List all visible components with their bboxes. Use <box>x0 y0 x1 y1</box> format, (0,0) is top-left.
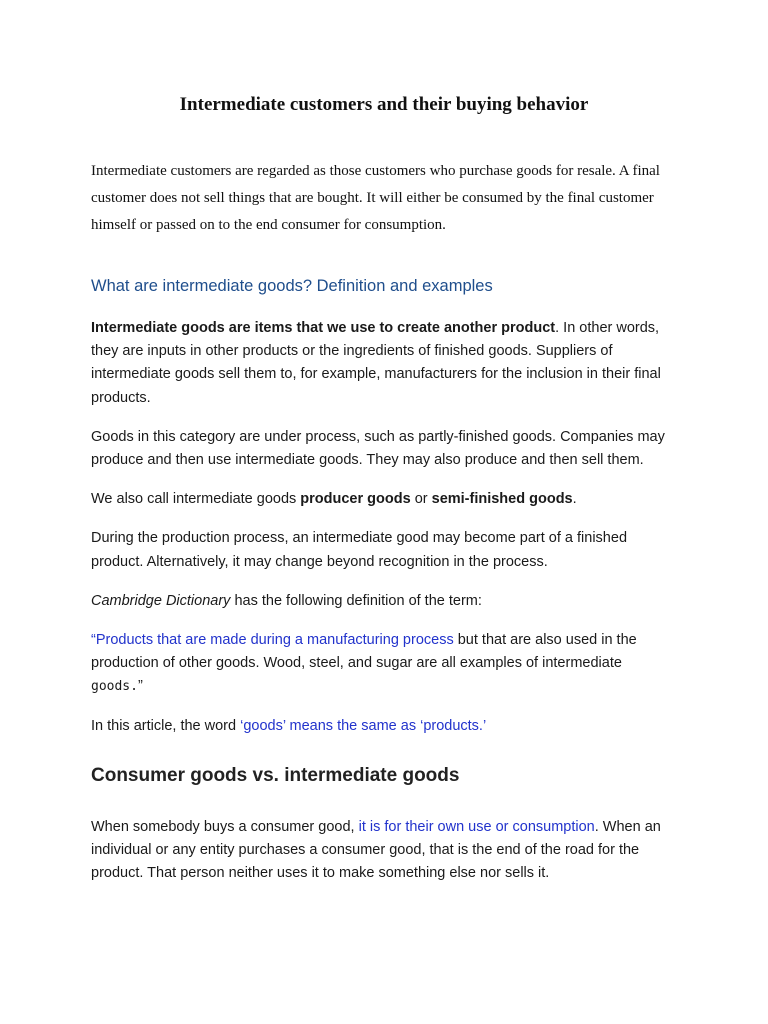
word-usage-paragraph <box>91 715 677 738</box>
quote-goods-word: goods. <box>91 679 138 695</box>
quote-close-mark: ” <box>137 678 143 695</box>
consumer-goods-paragraph <box>91 816 677 886</box>
consumer-after: . When an individual or any entity purchases a consumer good, that is the end of the road for the product. That person neither uses it to make something else nor sells it. <box>91 818 661 882</box>
producer-goods-term: producer goods <box>300 491 411 508</box>
consumer-before: When somebody buys a consumer good, <box>91 818 359 835</box>
own-use-link[interactable]: it is for their own use or consumption <box>358 818 595 835</box>
also-called-middle: or <box>410 491 432 508</box>
also-called-after: . <box>572 491 577 508</box>
quote-link[interactable]: Products that are made during a manufacturing process <box>95 632 454 649</box>
goods-products-link[interactable]: ‘goods’ means the same as ‘products.’ <box>240 717 487 734</box>
cambridge-dictionary-name: Cambridge Dictionary <box>91 592 231 609</box>
definition-quote <box>91 629 677 699</box>
quote-open-mark: “ <box>91 632 96 649</box>
word-usage-before: In this article, the word <box>91 717 241 734</box>
section-heading-consumer-vs-intermediate: Consumer goods vs. intermediate goods <box>91 764 460 786</box>
cambridge-rest: has the following definition of the term: <box>230 592 482 609</box>
also-called-paragraph <box>91 488 677 511</box>
definition-bold: Intermediate goods are items that we use to create another product <box>91 320 556 336</box>
also-called-before: We also call intermediate goods <box>91 491 301 508</box>
definition-rest: . In other words, they are inputs in other products or the ingredients of finished goods. Suppliers of intermediate goods sell them to, for example, manufacturers for the inclusion in their final products. <box>91 320 661 406</box>
production-process-paragraph: During the production process, an intermediate good may become part of a finished product. Alternatively, it may change beyond recognition in the process. <box>91 530 628 570</box>
document-title: Intermediate customers and their buying behavior <box>179 94 589 115</box>
quote-rest: but that are also used in the production of other goods. Wood, steel, and sugar are all examples of intermediate <box>91 632 637 672</box>
definition-paragraph <box>91 317 677 410</box>
intro-paragraph: Intermediate customers are regarded as those customers who purchase goods for resale. A final customer does not sell things that are bought. It will either be consumed by the final customer himself or passed on to the end consumer for consumption. <box>91 163 660 233</box>
category-paragraph: Goods in this category are under process, such as partly-finished goods. Companies may produce and then use intermediate goods. They may also produce and then sell them. <box>91 428 665 469</box>
section-heading-intermediate-goods: What are intermediate goods? Definition and examples <box>91 277 493 295</box>
cambridge-paragraph <box>91 590 677 613</box>
semi-finished-goods-term: semi-finished goods <box>431 491 573 508</box>
